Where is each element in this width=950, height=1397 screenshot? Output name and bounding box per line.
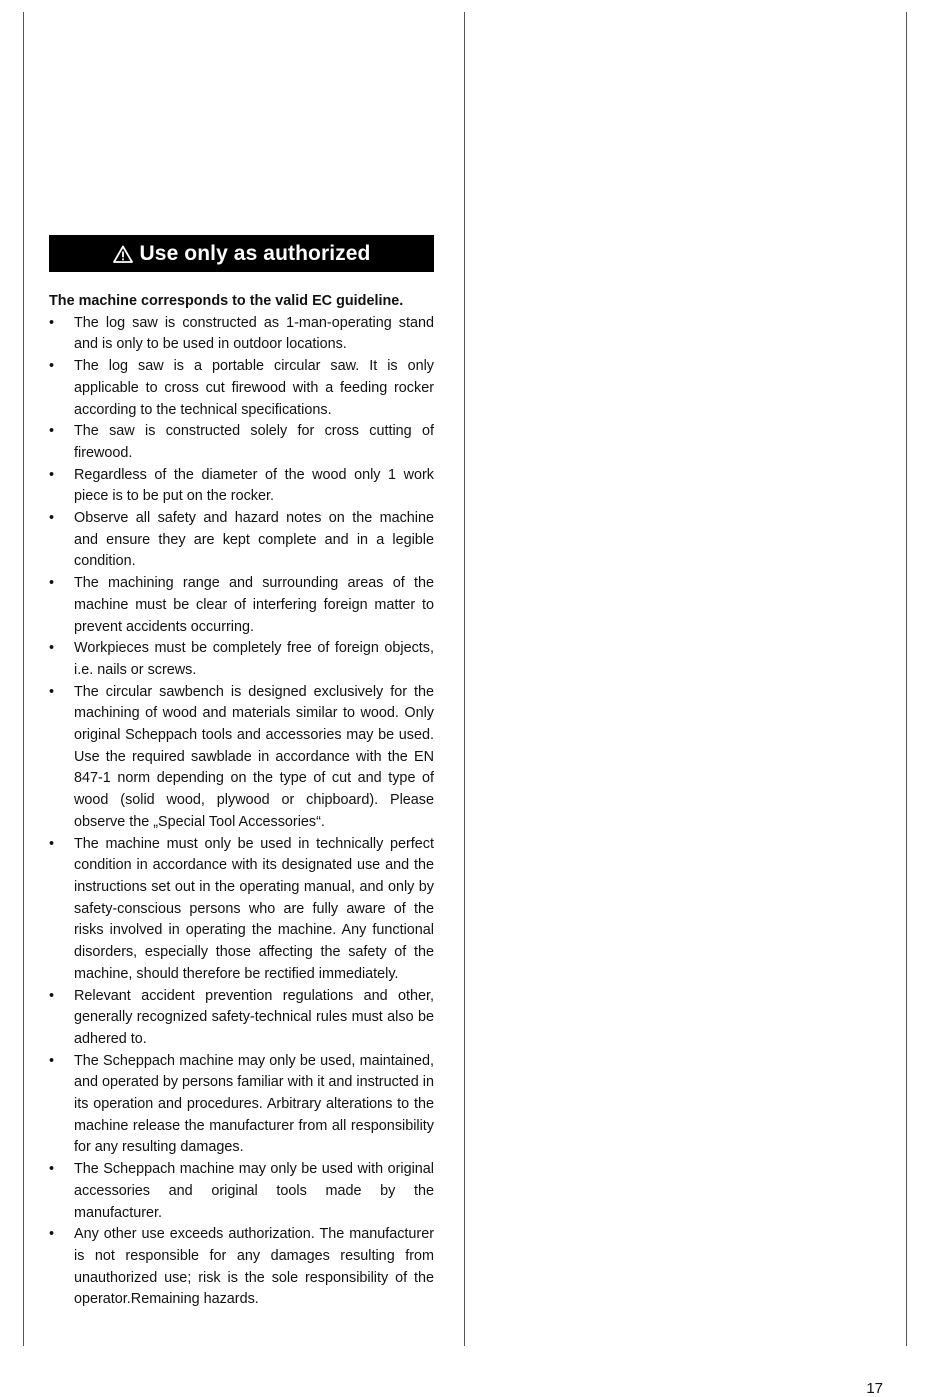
bullet-marker: •: [49, 423, 55, 440]
warning-triangle-icon: [113, 245, 133, 263]
bullet-marker: •: [49, 1226, 55, 1243]
list-item-text: Relevant accident prevention regulations and other, generally recognized safety-technical rules must also be adhered to.: [74, 987, 434, 1047]
list-item-text: Any other use exceeds authorization. The manufacturer is not responsible for any damages resulting from unauthorized use; risk is the sole responsibility of the operator.Remaining hazards.: [74, 1226, 434, 1308]
list-item: [49, 1224, 434, 1311]
list-item: [49, 1159, 434, 1224]
bullet-marker: •: [49, 835, 55, 852]
left-column: [49, 235, 434, 1311]
list-item-text: Observe all safety and hazard notes on the machine and ensure they are kept complete and in a legible condition.: [74, 510, 434, 570]
list-item-text: The Scheppach machine may only be used with original accessories and original tools made by the manufacturer.: [74, 1161, 434, 1221]
list-item: [49, 508, 434, 573]
list-item-text: The machine must only be used in technically perfect condition in accordance with its designated use and the instructions set out in the operating manual, and only by safety-conscious persons who are fully aware of the risks involved in operating the machine. Any functional disorders, especially those affecting the safety of the machine, should therefore be rectified immediately.: [74, 835, 434, 982]
bullet-marker: •: [49, 683, 55, 700]
bullet-marker: •: [49, 1161, 55, 1178]
section-header: [49, 235, 434, 272]
list-item-text: The machining range and surrounding areas of the machine must be clear of interfering foreign matter to prevent accidents occurring.: [74, 575, 434, 635]
section-title: Use only as authorized: [139, 241, 371, 265]
list-item-text: The Scheppach machine may only be used, maintained, and operated by persons familiar with it and instructed in its operation and procedures. Arbitrary alterations to the machine release the manufacturer from all responsibility for any resulting damages.: [74, 1052, 434, 1156]
list-item-text: The log saw is constructed as 1-man-operating stand and is only to be used in outdoor locations.: [74, 314, 434, 353]
list-item-text: Workpieces must be completely free of foreign objects, i.e. nails or screws.: [74, 640, 434, 678]
list-item: [49, 465, 434, 508]
list-item: [49, 638, 434, 681]
page-number: 17: [866, 1380, 883, 1397]
list-item-text: The log saw is a portable circular saw. It is only applicable to cross cut firewood with a feeding rocker according to the technical specifications.: [74, 358, 434, 418]
list-item: [49, 356, 434, 421]
column-rule-right: [906, 12, 907, 1346]
bullet-marker: •: [49, 575, 55, 592]
list-item-text: The circular sawbench is designed exclusively for the machining of wood and materials similar to wood. Only original Scheppach tools and accessories may be used. Use the required sawblade in accordance with the EN 847-1 norm depending on the type of cut and type of wood (solid wood, plywood or chipboard). Please observe the „Special Tool Accessories“.: [74, 683, 434, 830]
bullet-marker: •: [49, 314, 55, 331]
list-item: [49, 421, 434, 464]
bullet-list: [49, 313, 434, 1311]
column-rule-left: [23, 12, 24, 1346]
bullet-marker: •: [49, 640, 55, 657]
list-item-text: Regardless of the diameter of the wood only 1 work piece is to be put on the rocker.: [74, 466, 434, 505]
list-item: [49, 986, 434, 1051]
bullet-marker: •: [49, 1052, 55, 1069]
list-item: [49, 682, 434, 834]
lead-sentence: The machine corresponds to the valid EC guideline.: [49, 293, 404, 309]
list-item-text: The saw is constructed solely for cross cutting of firewood.: [74, 423, 434, 461]
list-item: [49, 1051, 434, 1160]
bullet-marker: •: [49, 466, 55, 483]
list-item: [49, 313, 434, 356]
list-item: [49, 573, 434, 638]
bullet-marker: •: [49, 358, 55, 375]
list-item: [49, 834, 434, 986]
bullet-marker: •: [49, 987, 55, 1004]
bullet-marker: •: [49, 510, 55, 527]
column-rule-middle: [464, 12, 465, 1346]
